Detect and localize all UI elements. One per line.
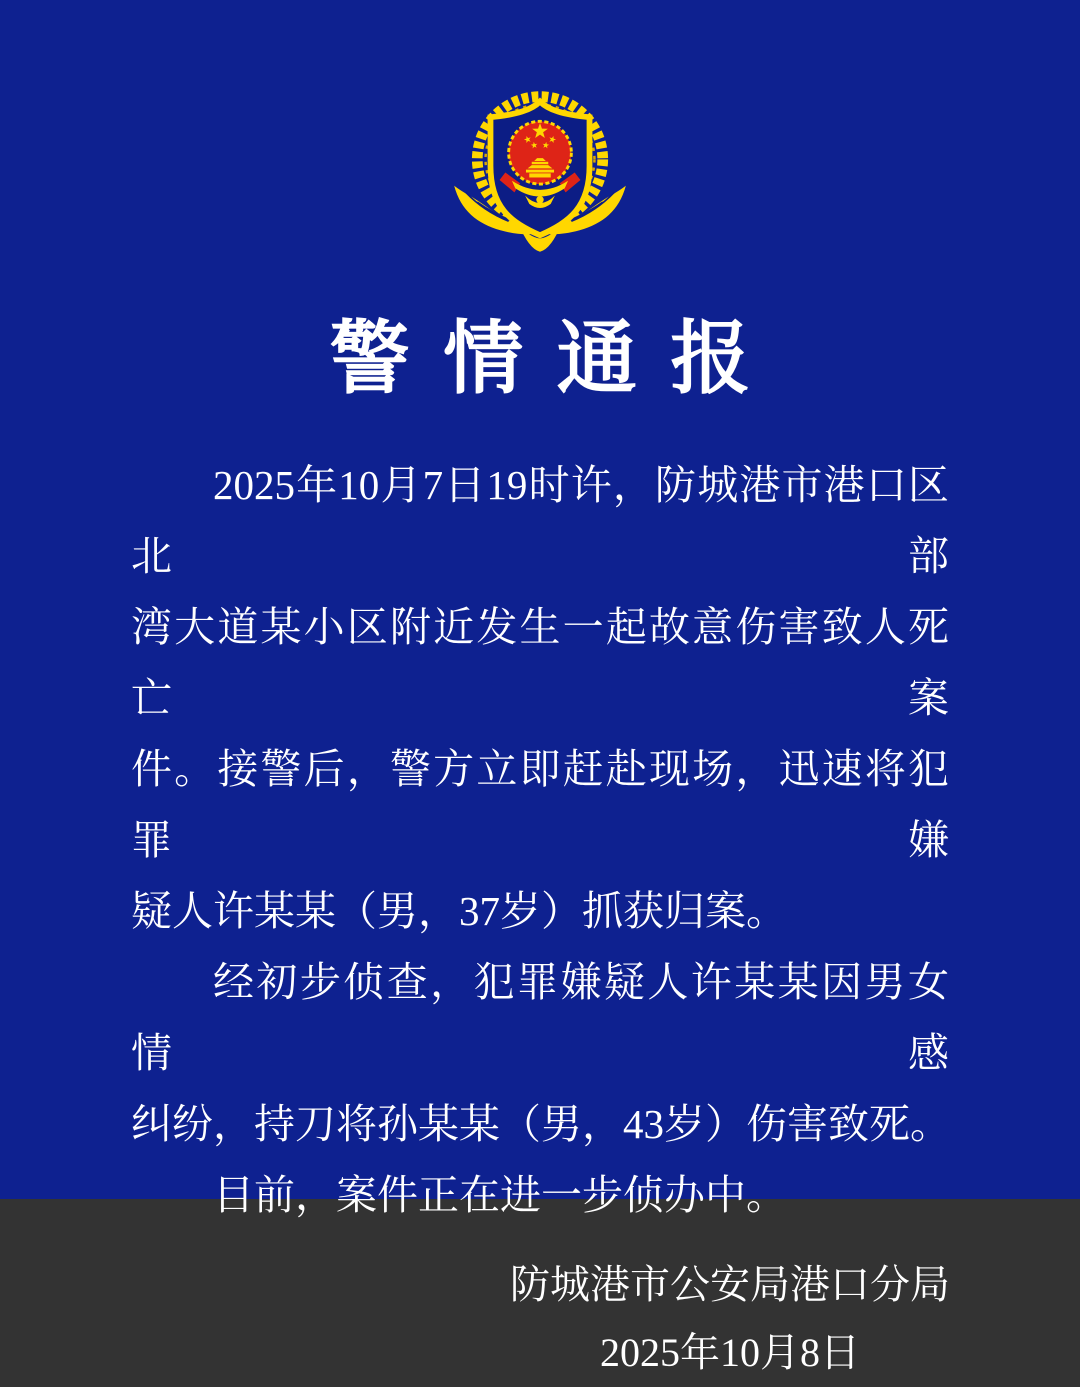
body-line: 件。接警后，警方立即赶赴现场，迅速将犯罪嫌	[131, 746, 949, 863]
notice-title: 警情通报	[329, 316, 784, 404]
body-line: 目前，案件正在进一步侦办中。	[213, 1172, 787, 1218]
body-line: 湾大道某小区附近发生一起故意伤害致人死亡案	[131, 604, 949, 721]
issuing-authority: 防城港市公安局港口分局	[510, 1262, 950, 1307]
issue-date: 2025年10月8日	[600, 1330, 860, 1375]
emblem-container	[0, 0, 1080, 260]
body-line: 纠纷，持刀将孙某某（男，43岁）伤害致死。	[131, 1101, 951, 1147]
body-line: 经初步侦查，犯罪嫌疑人许某某因男女情感	[131, 959, 949, 1076]
signature-block	[510, 1251, 950, 1387]
notice-body	[131, 450, 949, 1231]
police-badge-icon	[449, 90, 631, 260]
body-line: 疑人许某某（男，37岁）抓获归案。	[131, 888, 787, 934]
body-line: 2025年10月7日19时许，防城港市港口区北部	[131, 462, 949, 579]
